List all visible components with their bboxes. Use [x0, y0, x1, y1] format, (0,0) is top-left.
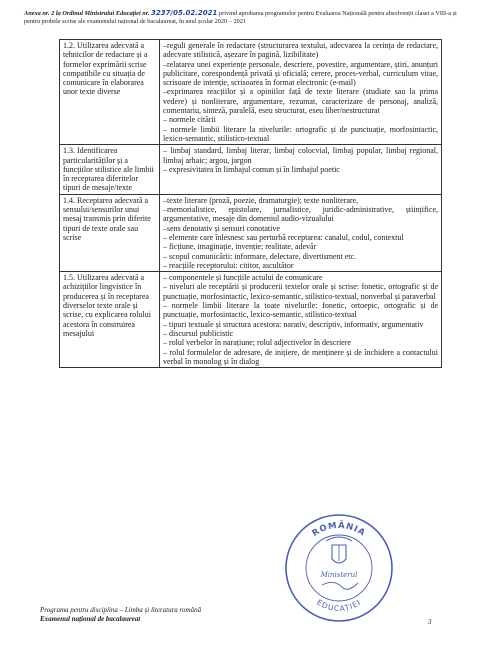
page-footer: [40, 606, 460, 624]
table-row: [60, 145, 442, 194]
content-line: – normele citării: [163, 115, 216, 125]
document-header: [24, 10, 460, 25]
content-line: – limbaj standard, limbaj literar, limbaj colocvial, limbaj popular, limbaj regional, limbaj arhaic; argou, jargon: [163, 146, 438, 165]
content-line: –texte literare (proză, poezie, dramaturgie); texte nonliterare,: [163, 195, 359, 205]
competence-cell: 1.4. Receptarea adecvată a sensului/sensurilor unui mesaj transmis prin diferite tipuri de texte orale sau scrise: [60, 194, 160, 271]
table-row: [60, 272, 442, 368]
content-line: – componentele și funcțiile actului de comunicare: [163, 273, 323, 283]
content-line: – rolul verbelor în narațiune; rolul adjectivelor în descriere: [163, 338, 351, 348]
content-line: – elemente care înlesnesc sau perturbă receptarea: canalul, codul, contextul: [163, 232, 404, 242]
content-line: –exprimarea reacțiilor și a opiniilor față de texte literare (studiate sau la prima vedere) și nonliterare, argumentare, rezumat, caracterizare de personaj, analiză, comentariu, sinteză, paralelă, eseu structurat, eseu liber/nestructurat: [163, 87, 438, 116]
stamp-signature: [322, 582, 358, 589]
content-cell: [160, 40, 442, 145]
table-row: [60, 194, 442, 271]
content-line: – expresivitatea în limbajul comun și în limbajul poetic: [163, 164, 340, 174]
content-cell: [160, 145, 442, 194]
curriculum-table: [59, 39, 442, 368]
content-line: – discursul publicistic: [163, 328, 234, 338]
header-lead: Anexa nr. 2 la Ordinul Ministrului Educației nr.: [24, 10, 150, 17]
content-cell: [160, 194, 442, 271]
content-line: – scopul comunicării: informare, delectare, divertisment etc.: [163, 251, 357, 261]
content-cell: [160, 272, 442, 368]
competence-cell: 1.5. Utilizarea adecvată a achizițiilor lingvistice în producerea și în receptarea diverselor texte orale și scrise, cu explicarea rolului acestora în construirea mesajului: [60, 272, 160, 368]
footer-program-title: Programa pentru disciplina – Limba și literatura română: [40, 606, 202, 614]
content-line: – reacțiile receptorului: cititor, ascultător: [163, 260, 294, 270]
footer-exam-title: Examenul național de bacalaureat: [40, 615, 141, 623]
content-line: – tipuri textuale și structura acestora: narativ, descriptiv, informativ, argumentativ: [163, 319, 424, 329]
content-line: –reguli generale în redactare (structurarea textului, adecvarea la cerința de redactare, adecvare stilistică, așezare în pagină, lizibilitate): [163, 41, 438, 60]
coat-of-arms-icon: [326, 537, 352, 563]
handwritten-order-number: 3237/05.02.2021: [151, 9, 218, 17]
content-line: –memorialistice, epistolare, jurnalistice, juridic-administrative, științifice, argumentative, mesaje din domeniul audio-vizualului: [163, 205, 438, 224]
stamp-top-text: ROMÂNIA: [310, 520, 368, 539]
table-row: [60, 40, 442, 145]
content-line: – rolul formulelor de adresare, de inițiere, de menținere și de închidere a contactului verbal în monolog și în dialog: [163, 347, 438, 366]
content-line: –relatarea unei experiențe personale, descriere, povestire, argumentare, știri, anunțuri publicitare, corespondență privată și oficială; cerere, proces-verbal, curriculum vitae, scrisoare de intenție, scrisoarea în format electronic (e-mail): [163, 59, 438, 88]
content-line: – normele limbii literare la toate nivelurile: fonetic, ortoepic, ortografic și de punctuație, morfosintactic, lexico-semantic, stilistico-textual: [163, 301, 438, 320]
content-line: –sens denotativ și sensuri conotative: [163, 223, 280, 233]
content-line: – ficțiune, imaginație, invenție; realitate, adevăr: [163, 242, 317, 252]
page-number: 3: [428, 618, 432, 626]
competence-cell: 1.3. Identificarea particularităților și a funcțiilor stilistice ale limbii în receptarea diferitelor tipuri de mesaje/texte: [60, 145, 160, 194]
stamp-bottom-text: EDUCAȚIEI: [315, 597, 363, 614]
stamp-center-text: Ministerul: [320, 571, 358, 579]
header-text: privind aprobarea programelor pentru Evaluarea Națională pentru absolvenții clasei a VIII-a și pentru probele scrise ale examenului național de bacalaureat, în anul școlar 2020 – 2021: [24, 10, 457, 25]
competence-cell: 1.2. Utilizarea adecvată a tehnicilor de redactare și a formelor exprimării scrise compatibile cu situația de comunicare în elaborarea unor texte diverse: [60, 40, 160, 145]
content-line: – normele limbii literare la nivelurile: ortografic și de punctuație, morfosintactic, lexico-semantic, stilistico-textual: [163, 124, 438, 143]
content-line: – niveluri ale receptării și producerii textelor orale și scrise: fonetic, ortografic și de punctuație, morfosintactic, lexico-semantic, stilistico-textual, nonverbal și paraverbal: [163, 282, 438, 301]
